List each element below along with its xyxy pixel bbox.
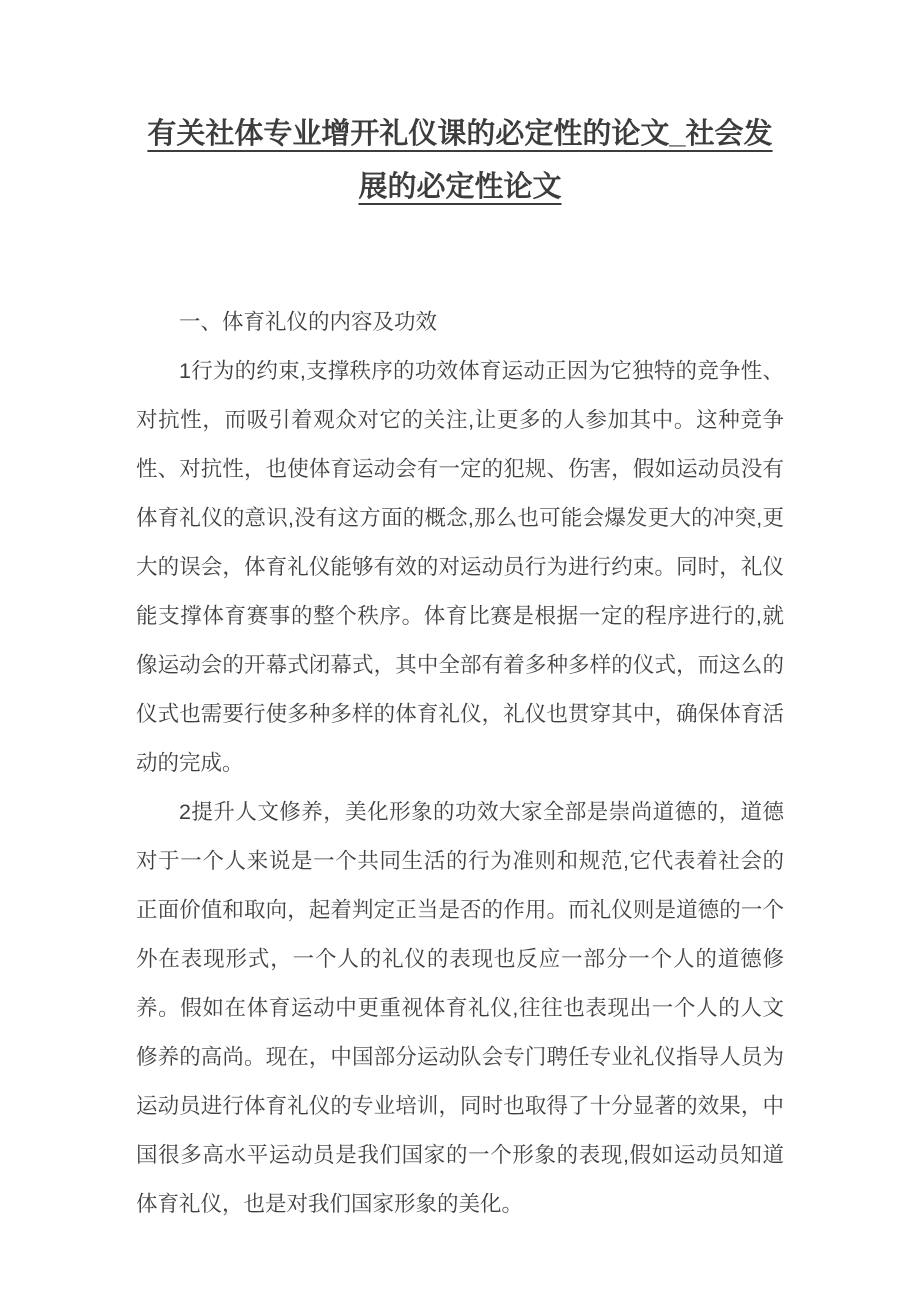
paragraph: 1行为的约束,支撑秩序的功效体育运动正因为它独特的竞争性、对抗性，而吸引着观众对它的关注,让更多的人参加其中。这种竞争性、对抗性，也使体育运动会有一定的犯规、伤害，假如运动员没有体育礼仪的意识,没有这方面的概念,那么也可能会爆发更大的冲突,更大的误会，体育礼仪能够有效的对运动员行为进行约束。同时，礼仪能支撑体育赛事的整个秩序。体育比赛是根据一定的程序进行的,就像运动会的开幕式闭幕式，其中全部有着多种多样的仪式，而这么的仪式也需要行使多种多样的体育礼仪，礼仪也贯穿其中，确保体育活动的完成。 bbox=[136, 359, 784, 775]
document-body bbox=[136, 298, 784, 1229]
document-title: 有关社体专业增开礼仪课的必定性的论文_社会发展的必定性论文 bbox=[147, 118, 773, 203]
paragraph: 2提升人文修养，美化形象的功效大家全部是崇尚道德的，道德对于一个人来说是一个共同生活的行为准则和规范,它代表着社会的正面价值和取向，起着判定正当是否的作用。而礼仪则是道德的一个外在表现形式，一个人的礼仪的表现也反应一部分一个人的道德修养。假如在体育运动中更重视体育礼仪,往往也表现出一个人的人文修养的高尚。现在，中国部分运动队会专门聘任专业礼仪指导人员为运动员进行体育礼仪的专业培训，同时也取得了十分显著的效果，中国很多高水平运动员是我们国家的一个形象的表现,假如运动员知道体育礼仪，也是对我们国家形象的美化。 bbox=[136, 800, 784, 1216]
section-heading: 一、体育礼仪的内容及功效 bbox=[179, 310, 438, 334]
